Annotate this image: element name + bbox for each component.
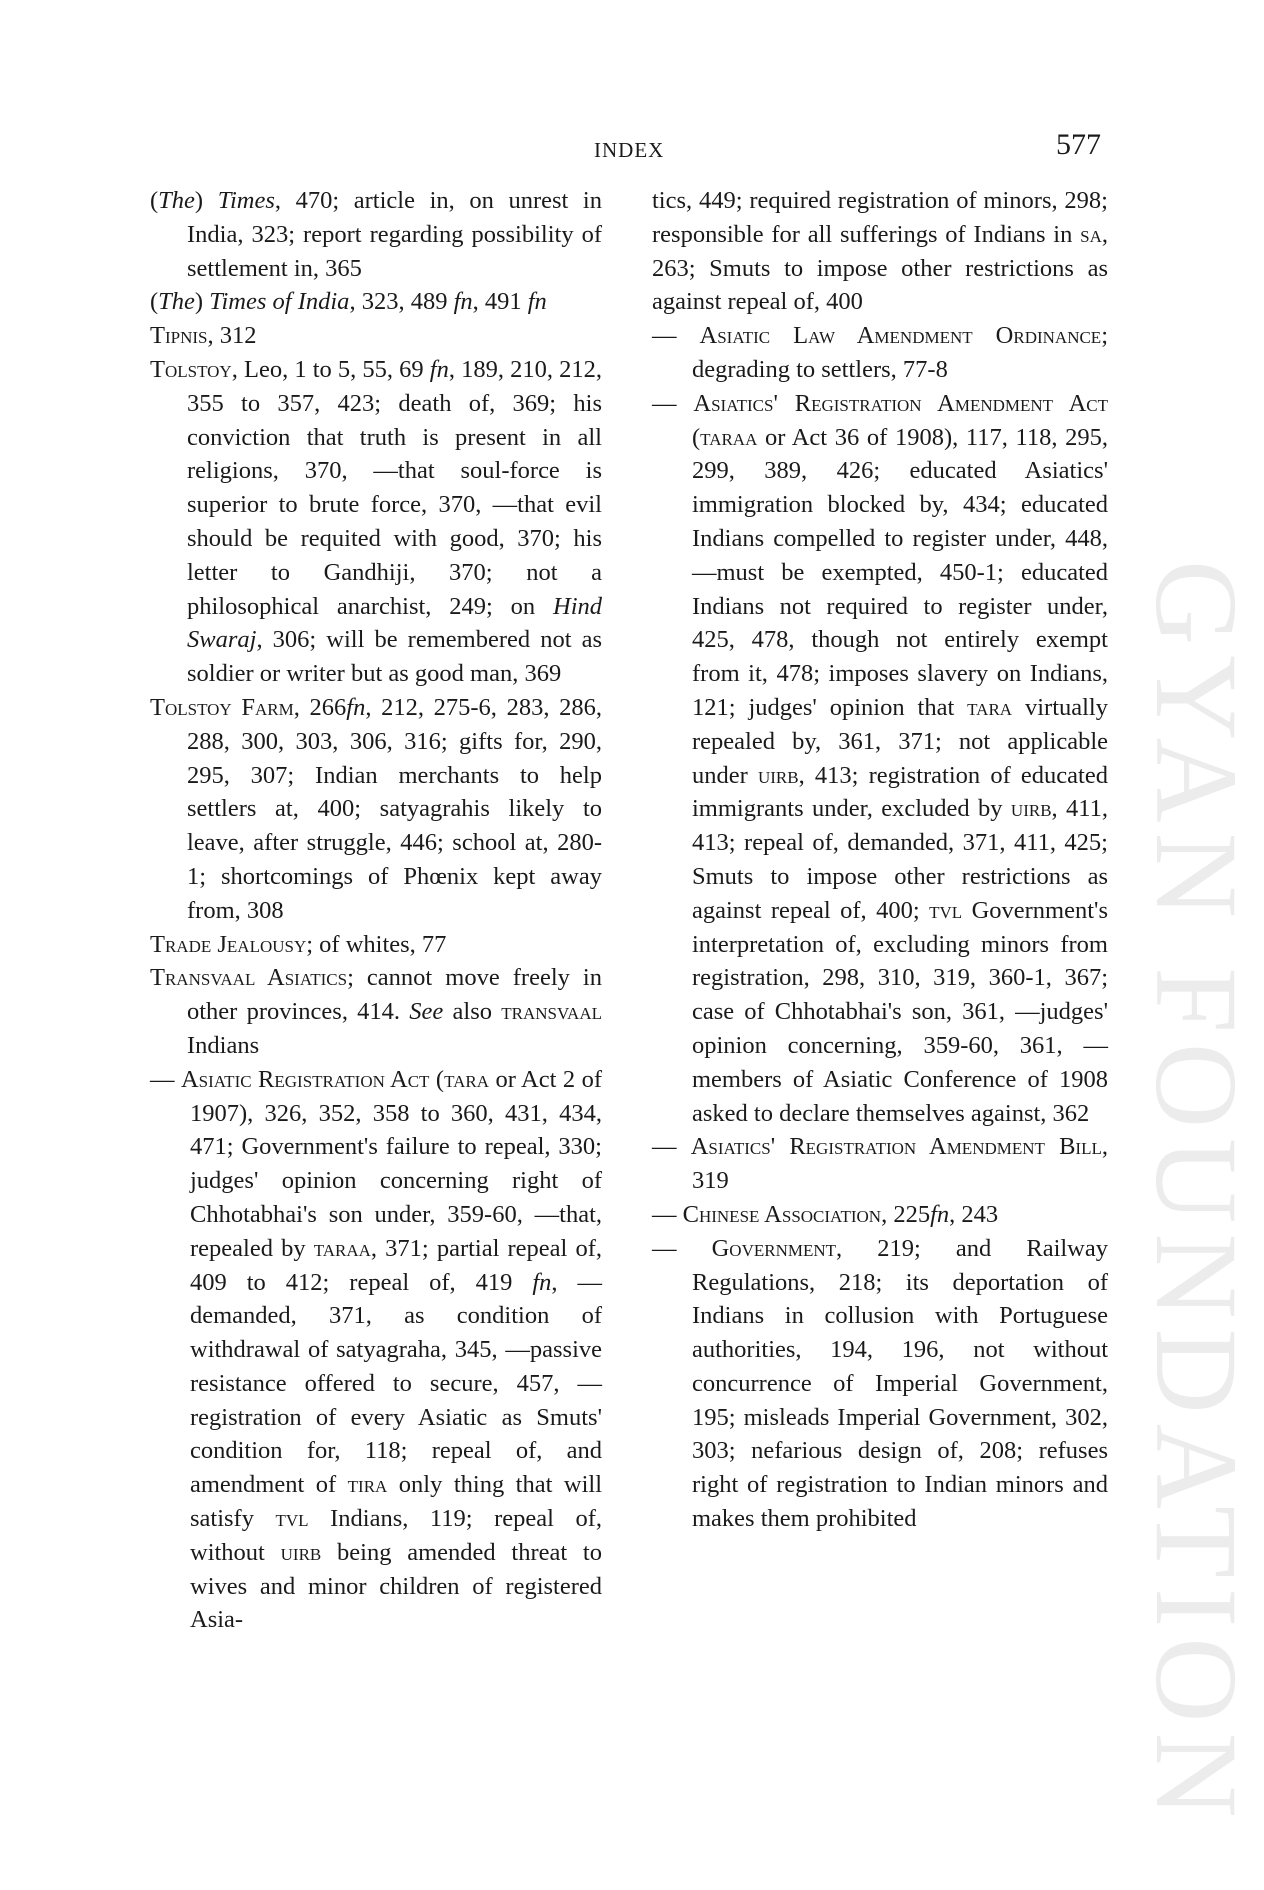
entry-text: , 470; article in, on unrest in India, 323; report regarding possibility of settlement in, 365 — [187, 187, 602, 282]
entry-heading: tira — [347, 1471, 388, 1499]
index-entry — [150, 319, 602, 353]
entry-text: ( — [150, 288, 159, 316]
entry-text: ) — [194, 288, 210, 316]
index-entry-continuation — [652, 184, 1108, 319]
entry-text: ; degrading to settlers, 77-8 — [692, 322, 1109, 383]
entry-text: , 371; partial repeal of, 409 to 412; repeal of, 419 — [190, 1234, 602, 1296]
italic-text: The — [158, 187, 195, 214]
entry-text: , 491 — [472, 288, 528, 316]
entry-text: , —demanded, 371, as condition of withdrawal of satyagraha, 345, —passive resistance offered to secure, 457, —registration of every Asiatic as Smuts' condition for, 118; repeal of, and amendment of — [190, 1268, 602, 1499]
entry-heading: tvl — [275, 1505, 309, 1533]
entry-text: ; of whites, 77 — [306, 930, 447, 958]
entry-text: or Act 36 of 1908), 117, 118, 295, 299, 389, 426; educated Asiatics' immigration blocked by, 434; educated Indians compelled to register under, 448, —must be exempted, 450-1; educated Indians not required to register under, 425, 478, though not entirely exempt from it, 478; imposes slavery on Indians, 121; judges' opinion that — [692, 423, 1108, 721]
running-title: INDEX — [594, 138, 665, 162]
entry-heading: uirb — [1010, 795, 1052, 823]
entry-text: , 319 — [692, 1133, 1108, 1195]
entry-text: — — [652, 389, 694, 417]
index-entry — [150, 285, 602, 319]
entry-text: , Leo, 1 to 5, 55, 69 — [231, 355, 430, 383]
entry-heading: Asiatic Registration Act — [180, 1065, 430, 1093]
entry-text: — — [652, 1234, 712, 1262]
entry-heading: Asiatics' Registration Amendment Bill — [690, 1133, 1102, 1161]
italic-text: Times of India — [209, 288, 350, 316]
entry-text: Government's interpretation of, excluding minors from registration, 298, 310, 319, 360-1, 367; case of Chhotabhai's son, 361, —judges' opinion concerning, 359-60, 361, —members of Asiatic Conference of 1908 asked to declare themselves against, 362 — [692, 896, 1108, 1127]
entry-heading: tara — [444, 1065, 489, 1093]
italic-text: See — [409, 998, 444, 1026]
entry-text: or Act 2 of 1907), 326, 352, 358 to 360, 431, 434, 471; Government's failure to repeal, 330; judges' opinion concerning right of Chhotabhai's son under, 359-60, —that, repealed by — [190, 1065, 603, 1262]
italic-text: fn — [429, 355, 449, 383]
entry-heading: Trade Jealousy — [150, 930, 307, 958]
entry-heading: Transvaal Asiatics — [150, 964, 348, 992]
entry-text: ( — [150, 187, 159, 214]
entry-text: ; cannot move freely in other provinces, 414. — [187, 964, 602, 1026]
entry-text: being amended threat to wives and minor children of registered Asia- — [190, 1538, 602, 1634]
entry-text: , 212, 275-6, 283, 286, 288, 300, 303, 306, 316; gifts for, 290, 295, 307; Indian merchants to help settlers at, 400; satyagrahis likely to leave, after struggle, 446; school at, 280-1; shortcomings of Phœnix kept away from, 308 — [187, 693, 602, 924]
entry-text: also — [443, 998, 502, 1026]
entry-text: ( — [429, 1065, 445, 1093]
entry-text: , 263; Smuts to impose other restrictions as against repeal of, 400 — [652, 220, 1108, 316]
entry-text: — — [652, 1133, 691, 1161]
entry-heading: uirb — [280, 1538, 322, 1566]
entry-text: , 189, 210, 212, 355 to 357, 423; death of, 369; his conviction that truth is present in all religions, 370, —that soul-force is superior to brute force, 370, —that evil should be requited with good, 370; his letter to Gandhiji, 370; not a philosophical anarchist, 249; on — [187, 355, 603, 620]
italic-text: fn — [930, 1200, 950, 1228]
index-entry — [150, 184, 602, 285]
italic-text: Times — [217, 187, 275, 214]
entry-heading: transvaal — [501, 998, 602, 1026]
entry-text: , 219; and Railway Regulations, 218; its deportation of Indians in collusion with Portuguese authorities, 194, 196, not without concurrence of Imperial Government, 195; misleads Imperial Government, 302, 303; nefarious design of, 208; refuses right of registration to Indian minors and makes them prohibited — [692, 1234, 1108, 1533]
entry-heading: Tipnis — [150, 322, 208, 350]
entry-heading: Tolstoy — [150, 355, 232, 383]
entry-text: virtually repealed by, 361, 371; not applicable under — [692, 693, 1108, 789]
entry-heading: tara — [967, 693, 1013, 721]
entry-text: ( — [692, 423, 701, 451]
entry-heading: Asiatics' Registration Amendment Act — [693, 389, 1108, 417]
entry-text: , 306; will be remembered not as soldier or writer but as good man, 369 — [187, 626, 602, 688]
entry-text: , 243 — [949, 1200, 999, 1228]
entry-text: , 411, 413; repeal of, demanded, 371, 411, 425; Smuts to impose other restrictions as against repeal of, 400; — [692, 795, 1109, 924]
index-subentry — [150, 1063, 602, 1638]
italic-text: fn — [532, 1268, 552, 1296]
entry-text: , 266 — [293, 693, 347, 721]
entry-text: Indians, 119; repeal of, without — [190, 1505, 602, 1566]
italic-text: fn — [453, 288, 473, 316]
italic-text: fn — [527, 288, 547, 316]
entry-heading: Asiatic Law Amendment Ordinance — [699, 322, 1102, 350]
entry-text: , 323, 489 — [349, 288, 454, 316]
index-subentry — [652, 319, 1108, 387]
italic-text: The — [158, 288, 195, 316]
entry-heading: taraa — [313, 1234, 371, 1262]
index-column-left — [150, 184, 602, 1637]
index-entry — [150, 691, 602, 928]
index-subentry — [652, 387, 1108, 1131]
entry-heading: Government — [711, 1234, 837, 1262]
italic-text: Hind Swaraj — [187, 592, 602, 654]
entry-heading: uirb — [757, 761, 799, 789]
entry-heading: Tolstoy Farm — [150, 693, 294, 721]
index-entry — [150, 353, 602, 691]
entry-text: , 413; registration of educated immigrants under, excluded by — [692, 761, 1108, 823]
entry-heading: Chinese Association — [682, 1200, 882, 1228]
page-header — [0, 128, 1229, 168]
entry-text: — — [150, 1065, 181, 1093]
index-subentry — [652, 1130, 1108, 1198]
entry-text: only thing that will satisfy — [190, 1471, 602, 1533]
index-subentry — [652, 1198, 1108, 1232]
index-entry — [150, 961, 602, 1062]
entry-text: , 312 — [207, 322, 257, 350]
entry-text: tics, 449; required registration of minors, 298; responsible for all sufferings of Indians in — [652, 187, 1108, 248]
entry-text: Indians — [187, 1031, 260, 1059]
watermark: GYAN FOUNDATION — [1131, 560, 1262, 1828]
entry-text: — — [652, 322, 700, 350]
entry-heading: tvl — [929, 896, 963, 924]
entry-text: — — [652, 1200, 683, 1228]
index-subentry — [652, 1232, 1108, 1536]
index-column-right — [652, 184, 1108, 1536]
entry-text: , 225 — [881, 1200, 931, 1228]
entry-heading: sa — [1080, 220, 1102, 248]
entry-text: ) — [194, 187, 218, 214]
page-number: 577 — [1056, 128, 1101, 161]
index-entry — [150, 928, 602, 962]
entry-heading: taraa — [700, 423, 758, 451]
italic-text: fn — [346, 693, 366, 721]
